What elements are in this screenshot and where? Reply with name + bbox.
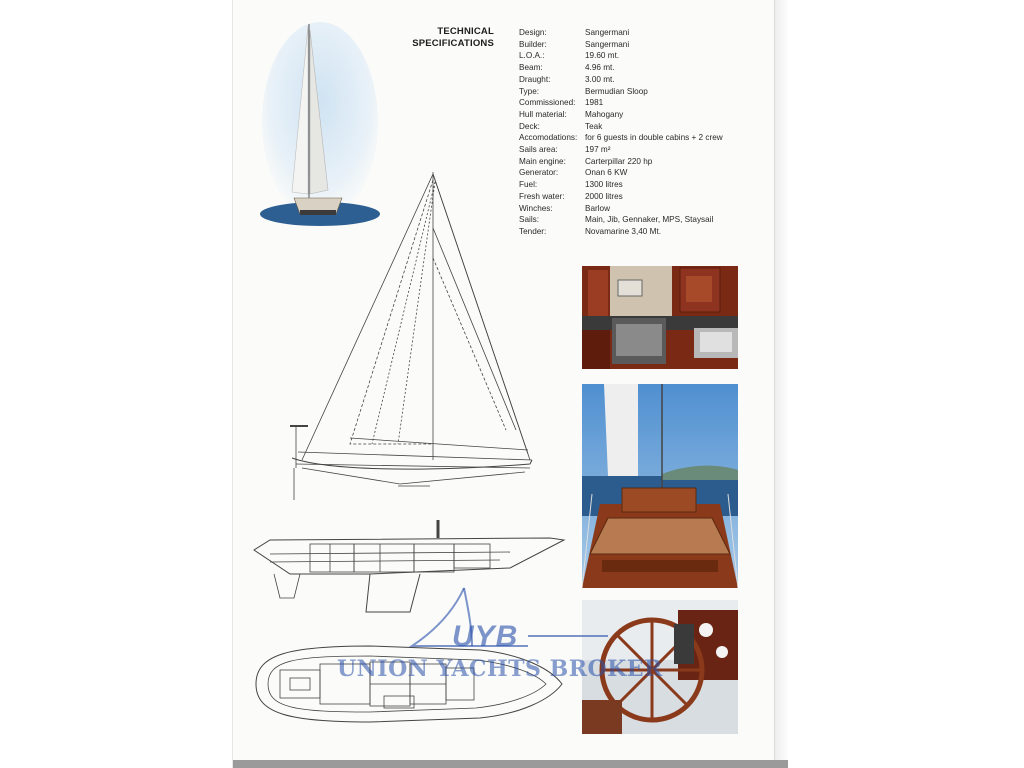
watermark-logo-text: UYB — [452, 620, 519, 653]
page-edge — [774, 0, 789, 768]
technical-specifications-heading: TECHNICAL SPECIFICATIONS — [412, 26, 494, 49]
galley-interior-photo — [582, 266, 738, 369]
sail-plan-drawing — [280, 168, 540, 504]
page-bottom-edge — [233, 760, 788, 768]
deck-view-photo — [582, 384, 738, 588]
watermark-company-name: UNION YACHTS BROKER — [337, 656, 663, 682]
